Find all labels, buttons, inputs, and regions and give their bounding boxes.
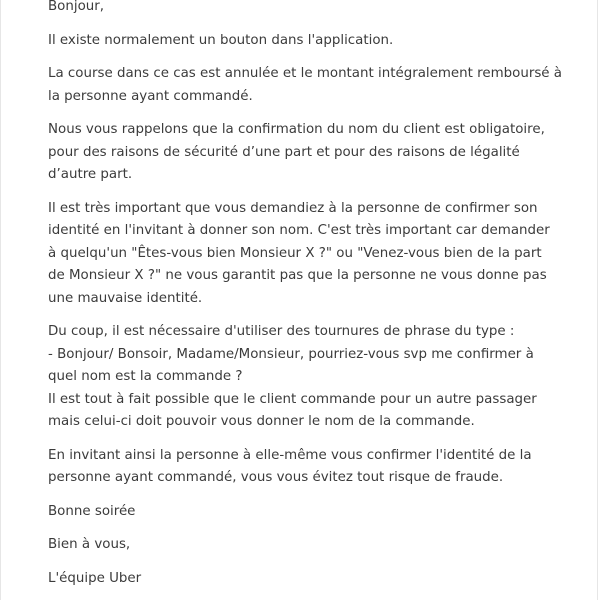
paragraph-fraud: En invitant ainsi la personne à elle-même vous confirmer l'identité de la personne ayant commandé, vous vous évitez tout risque de fraude. [48, 447, 532, 485]
paragraph-phrasing: Du coup, il est nécessaire d'utiliser des tournures de phrase du type : - Bonjour/ Bonsoir, Madame/Monsieur, pourriez-vous svp me confirmer à quel nom est la commande ? Il est tout à fait possible que le client commande pour un autre passager mais celui-ci doit pouvoir vous donner le nom de la commande. [48, 324, 537, 429]
email-body [48, 0, 578, 600]
closing: Bonne soirée [48, 503, 136, 519]
paragraph-name-confirmation: Nous vous rappelons que la confirmation du nom du client est obligatoire, pour des raisons de sécurité d’une part et pour des raisons de légalité d’autre part. [48, 122, 545, 182]
sign-off: Bien à vous, [48, 537, 131, 552]
signature: L'équipe Uber [48, 570, 142, 586]
paragraph-button: Il existe normalement un bouton dans l'application. [48, 32, 394, 48]
paragraph-identity: Il est très important que vous demandiez à la personne de confirmer son identité en l'invitant à donner son nom. C'est très important car demander à quelqu'un "Êtes-vous bien Monsieur X ?" ou "Venez-vous bien de la part de Monsieur X ?" ne vous garantit pas que la personne ne vous donne pas une mauvaise identité. [48, 200, 550, 306]
greeting: Bonjour, [48, 0, 105, 14]
paragraph-refund: La course dans ce cas est annulée et le montant intégralement remboursé à la personne ayant commandé. [48, 66, 562, 104]
